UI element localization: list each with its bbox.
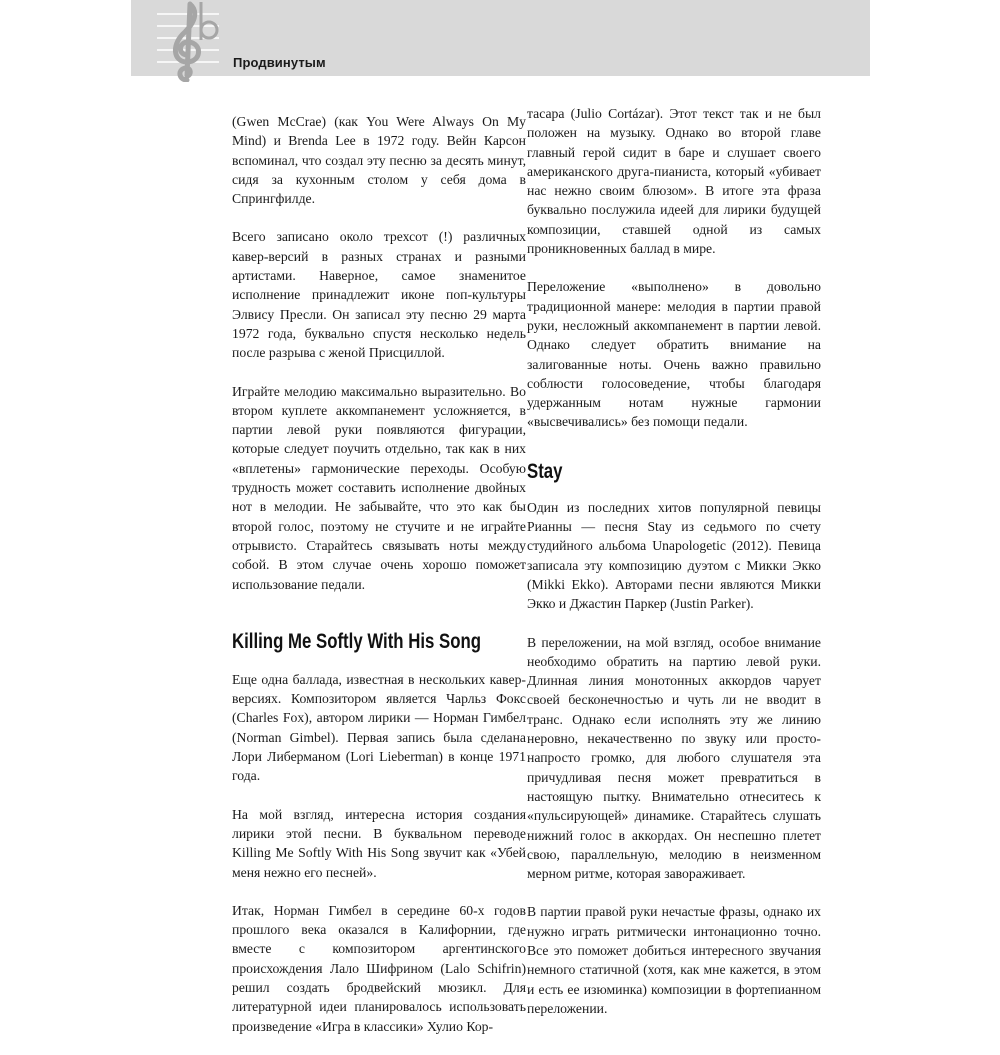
- paragraph: Итак, Норман Гимбел в середине 60-х годов прошлого века оказался в Калифорнии, где вместе с композитором аргентинского происхождения Лало Шифрином (Lalo Schifrin) решил создать бродвейский мюзикл. Для литературной идеи планировалось использовать произведение «Игра в классики» Хулио Кор-: [232, 902, 526, 1034]
- paragraph: Один из последних хитов популярной певицы Рианны — песня Stay из седьмого по счету студийного альбома Unapologetic (2012). Певица записала эту композицию дуэтом с Микки Экко (Mikki Ekko). Авторами песни являются Микки Экко и Джастин Паркер (Justin Parker).: [527, 499, 821, 612]
- left-column: [232, 112, 526, 1055]
- treble-clef-icon: [157, 0, 219, 82]
- right-column: [527, 104, 821, 1037]
- paragraph: На мой взгляд, интересна история создания лирики этой песни. В буквальном переводе Killing Me Softly With His Song звучит как «Убей меня нежно его песней».: [232, 806, 526, 880]
- song-heading-killing-me-softly: Killing Me Softly With His Song: [232, 629, 482, 653]
- paragraph: Еще одна баллада, известная в нескольких кавер-версиях. Композитором является Чарльз Фокс (Charles Fox), автором лирики — Норман Гимбел (Norman Gimbel). Первая запись была сделана Лори Либерманом (Lori Lieberman) в конце 1971 года.: [232, 671, 526, 784]
- paragraph: Играйте мелодию максимально выразительно. Во втором куплете аккомпанемент усложняется, в партии левой руки появляются фигурации, которые следует поучить отдельно, так как в них «вплетены» гармонические переходы. Особую трудность может составить исполнение двойных нот в мелодии. Не забывайте, что это как бы второй голос, поэтому не стучите и не играйте отрывисто. Старайтесь связывать ноты между собой. В этом случае очень хорошо поможет использование педали.: [232, 383, 526, 592]
- paragraph: Всего записано около трехсот (!) различных кавер-версий в разных странах и разными артистами. Наверное, самое знаменитое исполнение принадлежит иконе поп-культуры Элвису Пресли. Он записал эту песню 29 марта 1972 года, буквально спустя несколько недель после разрыва с женой Присциллой.: [232, 229, 526, 361]
- paragraph: В партии правой руки нечастые фразы, однако их нужно играть ритмически интонационно точно. Все это поможет добиться интересного звучания немного статичной (хотя, как мне кажется, в этом и есть ее изюминка) композиции в фортепианном переложении.: [527, 904, 821, 1016]
- paragraph: тасара (Julio Cortázar). Этот текст так и не был положен на музыку. Однако во второй главе главный герой сидит в баре и слушает своего американского друга-пианиста, который «убивает нас нежно своим блюзом». В итоге эта фраза буквально послужила идеей для лирики будущей композиции, ставшей одной из самых проникновенных баллад в мире.: [527, 106, 821, 257]
- paragraph: (Gwen McCrae) (как You Were Always On My Mind) и Brenda Lee в 1972 году. Вейн Карсон вспоминал, что создал эту песню за десять минут, сидя за кухонным столом у себя дома в Спрингфилде.: [232, 114, 526, 207]
- paragraph: В переложении, на мой взгляд, особое внимание необходимо обратить на партию левой руки. Длинная линия монотонных аккордов чарует своей бесконечностью и чуть ли не вводит в транс. Однако если исполнять эту же линию неровно, некачественно по звуку или просто-напросто громко, для любого слушателя эта причудливая песня может превратиться в настоящую пытку. Внимательно отнеситесь к «пульсирующей» динамике. Старайтесь слушать нижний голос в аккордах. Он неспешно плетет свою, параллельную, мелодию в неизменном мерном ритме, которая завораживает.: [527, 634, 821, 882]
- section-title: Продвинутым: [233, 55, 326, 70]
- paragraph: Переложение «выполнено» в довольно традиционной манере: мелодия в партии правой руки, несложный аккомпанемент в партии левой. Однако следует обратить внимание на залигованные ноты. Очень важно правильно соблюсти голосоведение, чтобы благодаря удержанным нотам нужные гармонии «высвечивались» без помощи педали.: [527, 279, 821, 430]
- page-header: [131, 0, 870, 76]
- song-heading-stay: Stay: [527, 459, 563, 483]
